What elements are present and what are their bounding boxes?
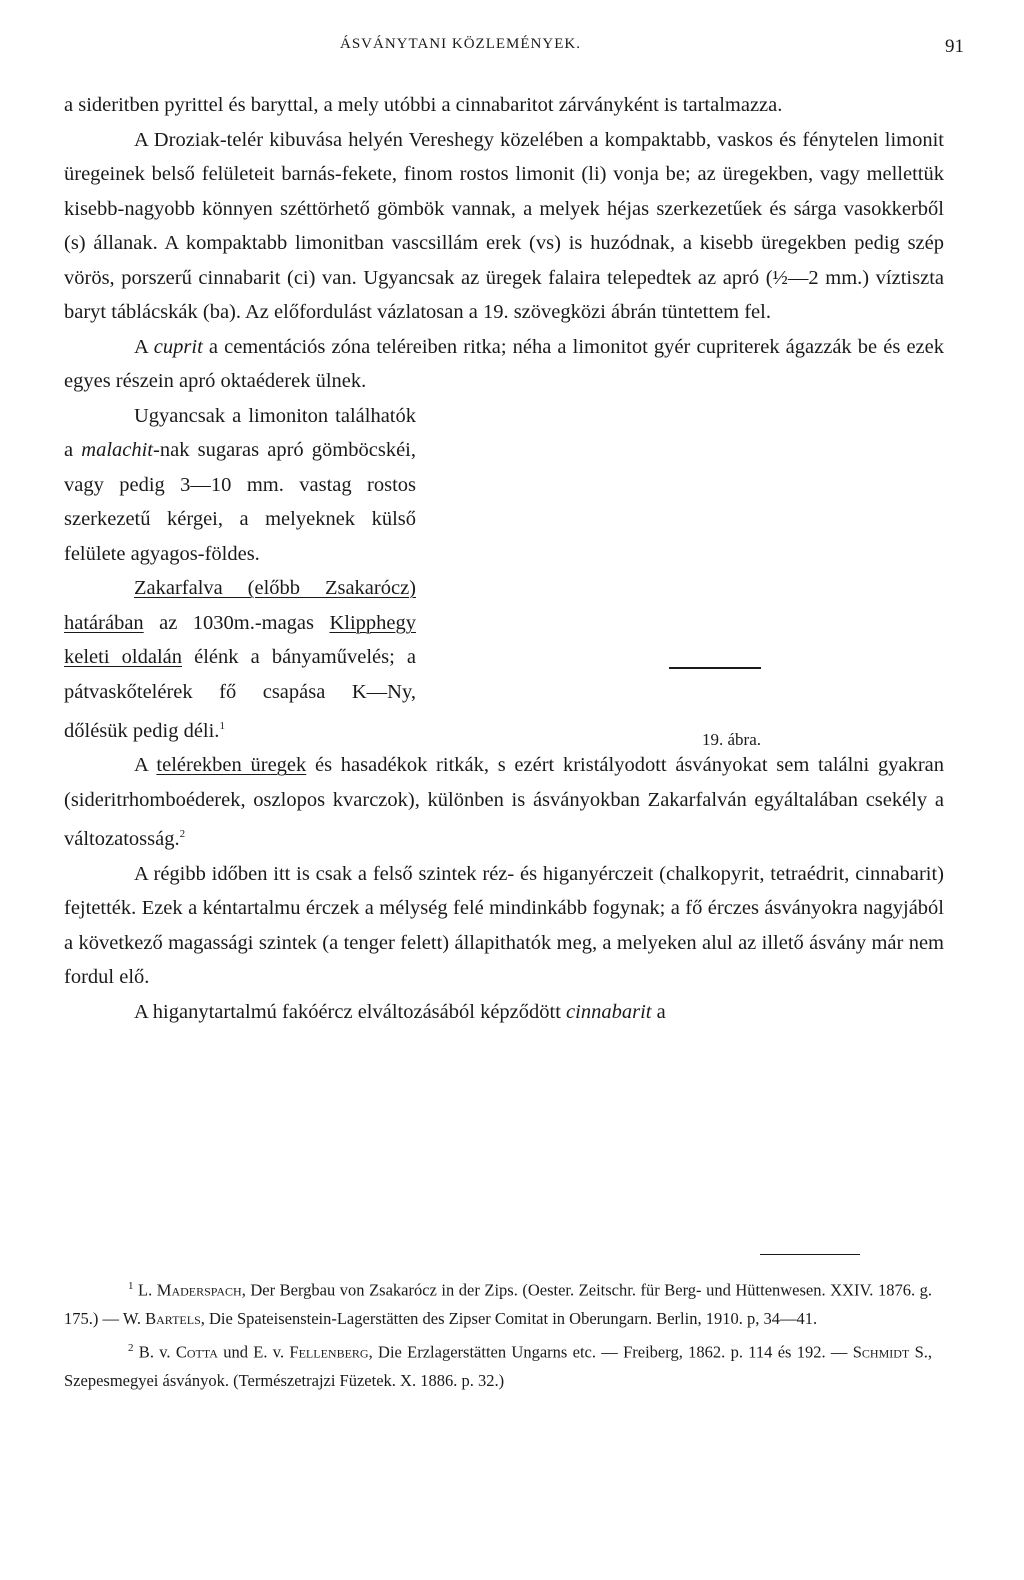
footnotes xyxy=(64,1272,932,1395)
footnote xyxy=(64,1334,932,1396)
paragraph: a sideritben pyrittel és baryttal, a mely utóbbi a cinnabaritot zárványként is tartalmazza. xyxy=(64,94,783,116)
text-run: élénk a bányaművelés; a pátvaskőtelérek fő csapása K—Ny, dőlésük pedig déli. xyxy=(64,646,417,742)
text-run: A xyxy=(134,754,157,777)
footnote xyxy=(64,1272,932,1334)
text-run: és hasadékok ritkák, s ezért kristályodott ásványokat sem találni gyakran (sideritrhomboéderek, oszlopos kvarczok), különben is ásványokban Zakarfalván egyáltalában csekély a változatosság. xyxy=(64,754,945,851)
running-title: ÁSVÁNYTANI KÖZLEMÉNYEK. xyxy=(340,36,581,52)
author-name: Cotta xyxy=(175,1342,218,1361)
underlined-text: Zakarfalva (előbb Zsakarócz) xyxy=(134,577,416,599)
text-run: L. xyxy=(133,1280,157,1300)
figure-section xyxy=(64,399,944,749)
footnote-mark: 2 xyxy=(128,1341,134,1354)
underlined-text: Klipphegy keleti oldalán xyxy=(64,611,416,668)
mineral-term: cuprit xyxy=(153,335,203,358)
paragraph xyxy=(64,571,416,748)
footnote-ref: 1 xyxy=(219,720,225,732)
text-run: az 1030m.-magas xyxy=(143,611,330,634)
paragraph xyxy=(64,748,944,856)
author-name: Bartels xyxy=(145,1309,201,1328)
page-number: 91 xyxy=(945,36,964,57)
footnote-mark: 1 xyxy=(128,1280,134,1292)
paragraph xyxy=(64,399,416,572)
footnote-divider xyxy=(760,1254,860,1255)
mineral-term: malachit xyxy=(81,439,154,461)
text-run: , Die Spateisenstein-Lagerstätten des Zipser Comitat in Oberungarn. Berlin, 1910. p, 34—41. xyxy=(200,1309,818,1328)
underlined-text: határában xyxy=(64,611,144,634)
figure-caption: 19. ábra. xyxy=(702,729,762,749)
text-run: und E. v. xyxy=(217,1342,290,1361)
text-run: B. v. xyxy=(133,1342,176,1361)
text-run: S., Szepesmegyei ásványok. (Természetrajzi Füzetek. X. 1886. p. 32.) xyxy=(64,1342,933,1390)
author-name: Fellenberg xyxy=(289,1342,369,1361)
text-run: a xyxy=(651,1000,666,1023)
author-name: Schmidt xyxy=(852,1342,910,1361)
text-run: Ugyancsak a limoniton találhatók a xyxy=(64,404,416,461)
paragraph xyxy=(64,330,944,399)
text-run: A higanytartalmú fakóércz elváltozásából képződött xyxy=(134,1000,567,1023)
underlined-text: telérekben üregek xyxy=(156,754,307,777)
author-name: Maderspach xyxy=(156,1280,242,1300)
mineral-term: cinnabarit xyxy=(566,1000,652,1023)
text-run: A xyxy=(134,335,154,358)
text-run: , Der Bergbau von Zsakarócz in der Zips. (Oester. Zeitschr. für Berg- und Hüttenwesen. XXIV. 1876. g. 175.) — W. xyxy=(64,1280,932,1328)
page-header xyxy=(0,36,1024,62)
paragraph: A régibb időben itt is csak a felső szintek réz- és higanyérczeit (chalkopyrit, tetraédrit, cinnabarit) fejtették. Ezek a kéntartalmu érczek a mélység felé mindinkább fogynak; a fő érczes ásványokra nagyjából a következő magassági szintek (a tenger felett) állapithatók meg, a melyeken alul az illető ásvány már nem fordul elő. xyxy=(64,862,944,989)
footnote-ref: 2 xyxy=(179,828,186,841)
figure-19 xyxy=(514,399,944,759)
text-run: a cementációs zóna teléreiben ritka; néha a limonitot gyér cupriterek ágazzák be és ezek egyes részein apró oktaéderek ülnek. xyxy=(64,335,944,392)
text-run: -nak sugaras apró gömböcskéi, vagy pedig 3—10 mm. vastag rostos szerkezetű kérgei, a melyeknek külső felülete agyagos-földes. xyxy=(64,439,416,565)
text-run: , Die Erzlagerstätten Ungarns etc. — Freiberg, 1862. p. 114 és 192. — xyxy=(368,1342,853,1361)
figure-mark xyxy=(669,667,761,669)
body-text xyxy=(64,88,944,1029)
paragraph xyxy=(64,995,944,1030)
paragraph: A Droziak-telér kibuvása helyén Vereshegy közelében a kompaktabb, vaskos és fénytelen limonit üregeinek belső felületeit barnás-fekete, finom rostos limonit (li) vonja be; az üregekben, vagy mellettük kisebb-nagyobb könnyen széttörhető gömbök vannak, a melyek héjas szerkezetűek és sárga vasokkerből (s) állanak. A kompaktabb limonitban vascsillám erek (vs) is huzódnak, a kisebb üregekben pedig szép vörös, porszerű cinnabarit (ci) van. Ugyancsak az üregek falaira telepedtek az apró (½—2 mm.) víztiszta baryt táblácskák (ba). Az előfordulást vázlatosan a 19. szövegközi ábrán tüntettem fel. xyxy=(64,128,944,323)
